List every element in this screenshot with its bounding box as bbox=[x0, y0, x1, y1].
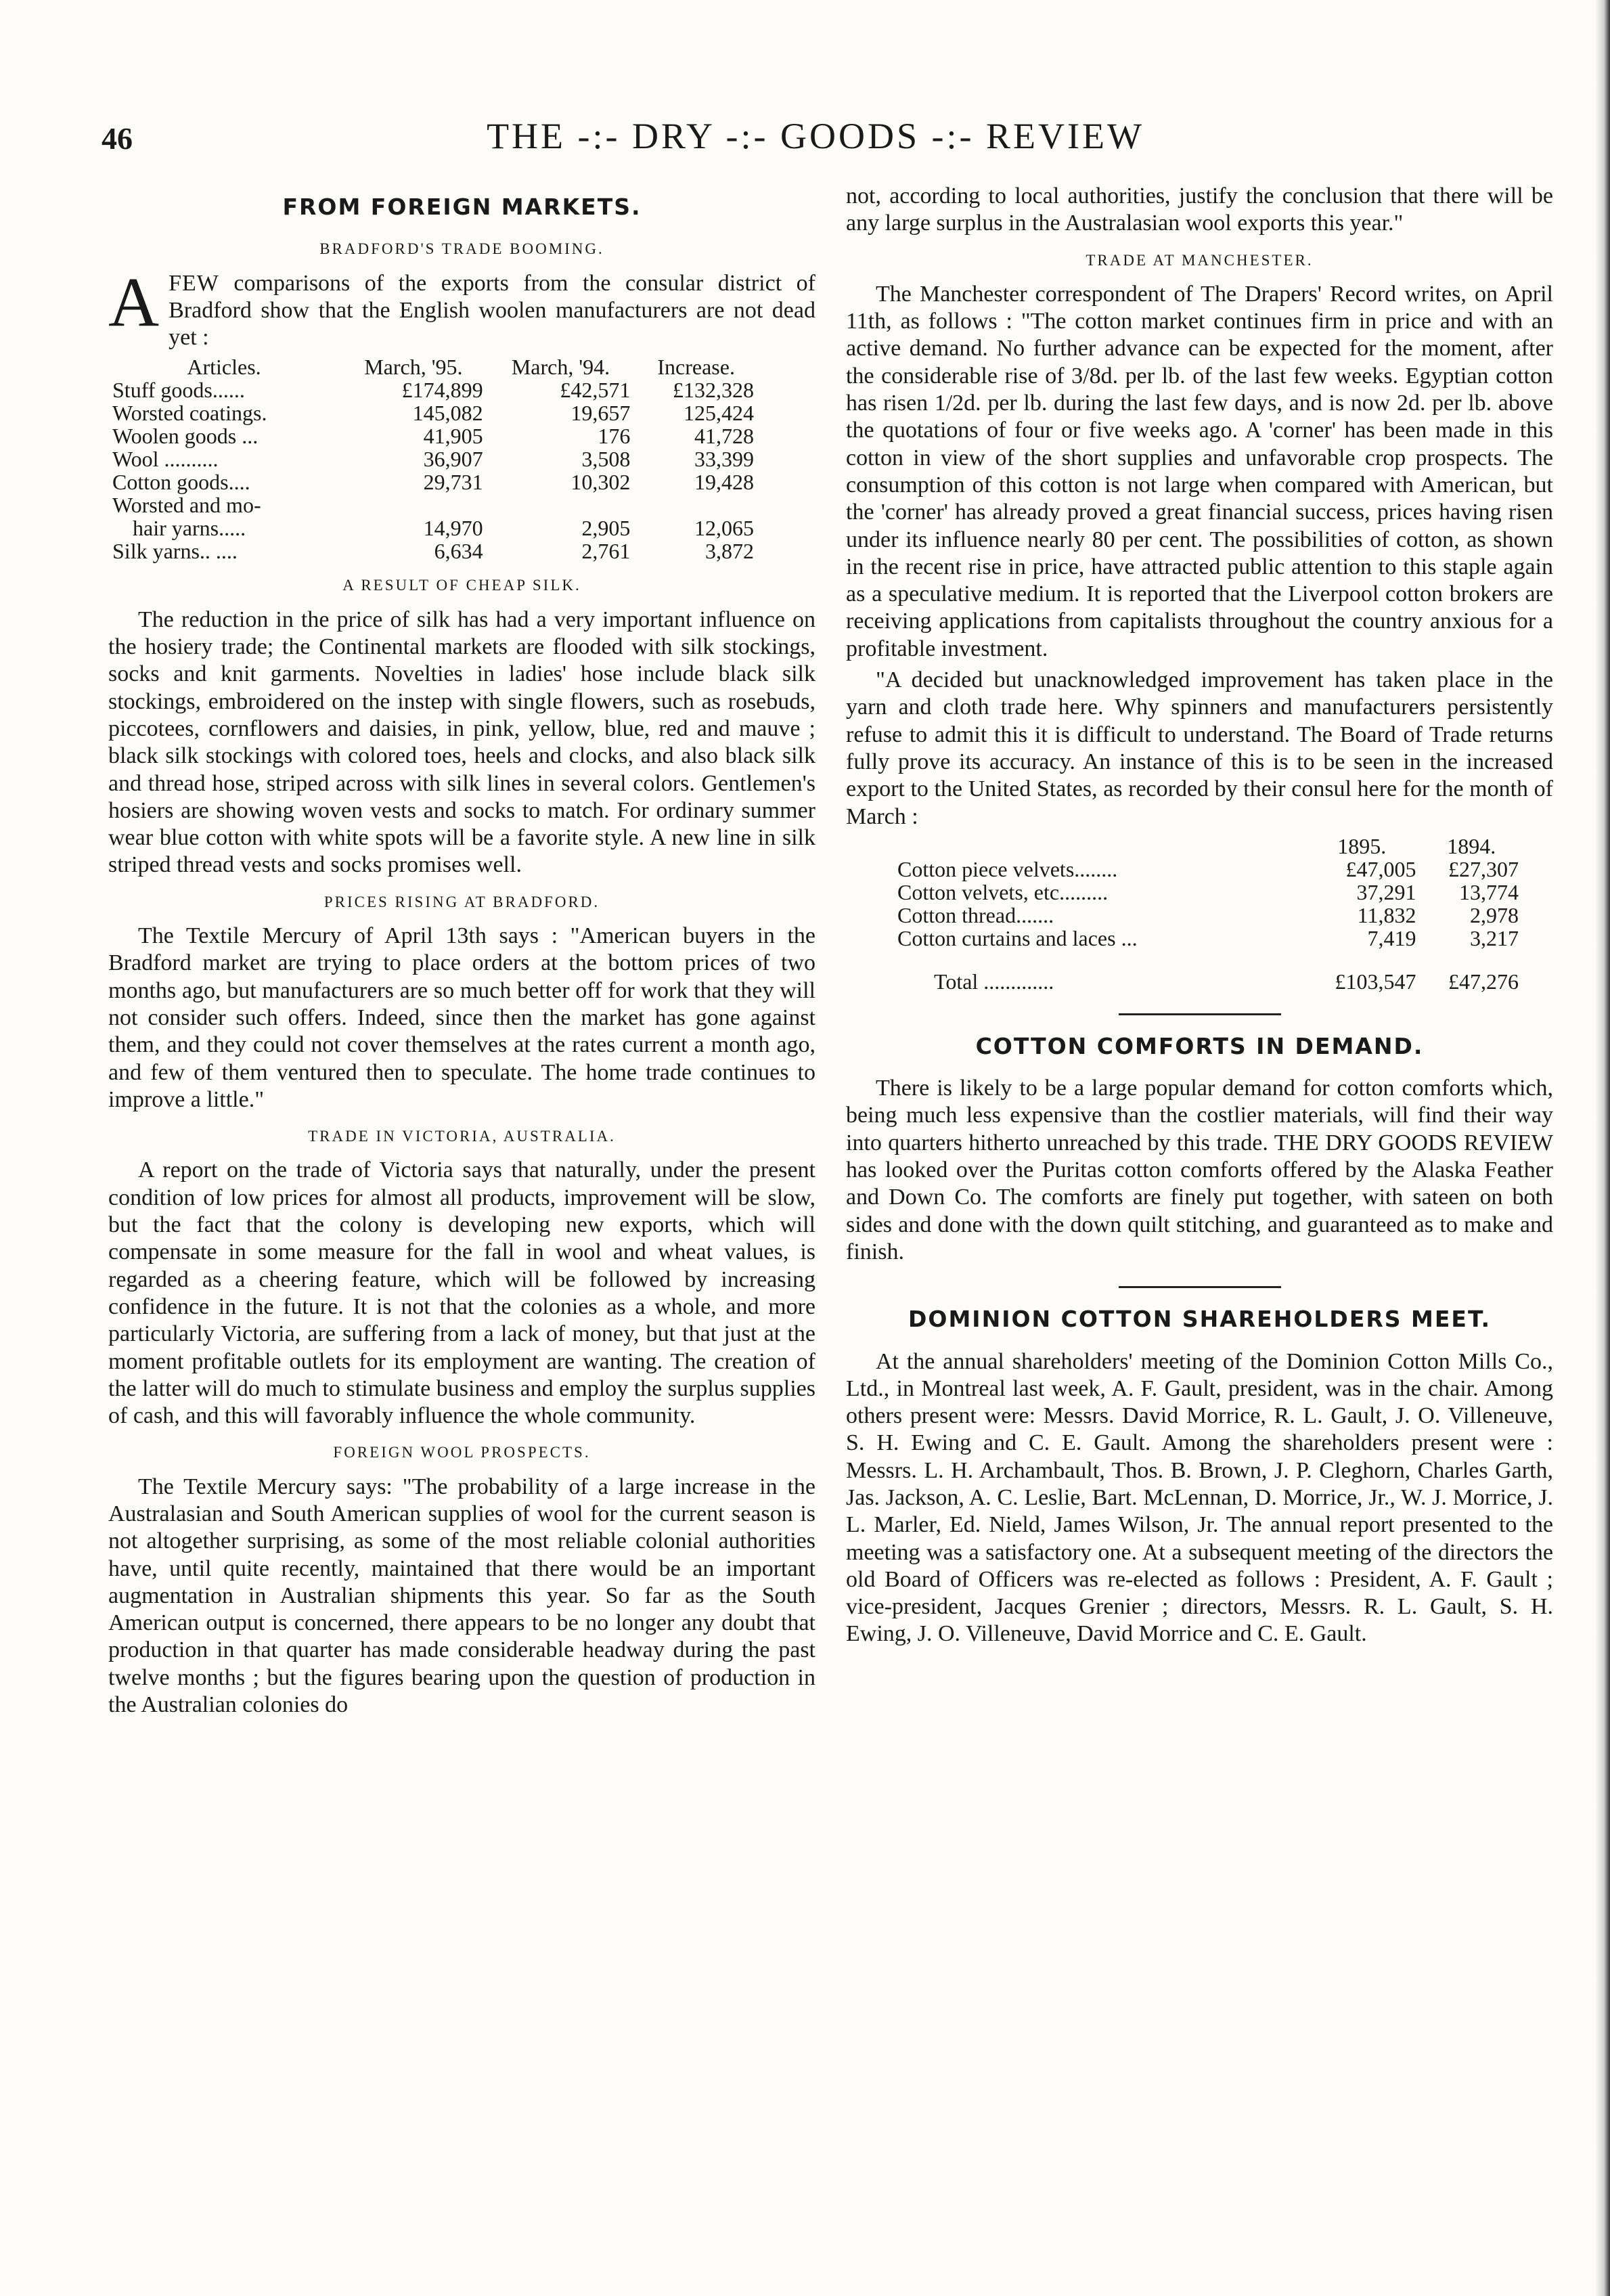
table-cell: 41,728 bbox=[694, 424, 754, 449]
table-cell: 2,905 bbox=[581, 516, 631, 541]
table-cell: Worsted coatings. bbox=[112, 401, 267, 426]
intro-text: comparisons of the exports from the consular district of Bradford show that the English woolen manufacturers are not dead yet : bbox=[169, 270, 815, 351]
table-cell: £132,328 bbox=[673, 378, 754, 403]
cotton-export-table bbox=[893, 835, 1523, 993]
paragraph-manchester-2: "A decided but unacknowledged improvement has taken place in the yarn and cloth trade here. Why spinners and manufacturers persistently refuse to admit this it is difficult to understand. The Board of Trade returns fully prove its accuracy. An instance of this is to be seen in the increased export to the United States, as recorded by their consul here for the month of March : bbox=[846, 667, 1553, 829]
paragraph-cotton-comforts: There is likely to be a large popular demand for cotton comforts which, being much less expensive than the costlier materials, will find their way into quarters hitherto unreached by this trade. THE DRY GOODS REVIEW has looked over the Puritas cotton comforts offered by the Alaska Feather and Down Co. The comforts are finely put together, with sateen on both sides and done with the down quilt stitching, and guaranteed as to make and finish. bbox=[846, 1076, 1553, 1264]
table-cell: £47,276 bbox=[1448, 969, 1519, 994]
table-row bbox=[893, 881, 1523, 904]
table-cell: 13,774 bbox=[1459, 879, 1519, 904]
left-column bbox=[108, 183, 815, 1723]
right-column bbox=[846, 183, 1553, 1652]
table-cell: 19,428 bbox=[694, 470, 754, 495]
page-title: THE -:- DRY -:- GOODS -:- REVIEW bbox=[487, 116, 1144, 156]
table-header-row bbox=[108, 355, 758, 378]
paragraph-victoria: A report on the trade of Victoria says that naturally, under the present condition of low prices for almost all products, improvement will be slow, but the fact that the colony is developing new exports, which will compensate in some measure for the fall in wool and wheat values, is regarded as a cheering feature, which will be followed by increasing confidence in the future. It is not that the colonies as a whole, and more particularly Victoria, are suffering from a lack of money, but that just at the moment profitable outlets for its employment are wanting. The creation of the latter will do much to stimulate business and employ the surplus supplies of cash, and this will favorably influence the whole community. bbox=[108, 1157, 815, 1429]
column-header: Increase. bbox=[657, 355, 735, 380]
column-header: Articles. bbox=[187, 355, 261, 380]
paragraph-manchester-1: The Manchester correspondent of The Drapers' Record writes, on April 11th, as follows : "The cotton market continues firm in price and with an active demand. No further advance can be expected for the moment, after the considerable rise of 3/8d. per lb. of the last few weeks. Egyptian cotton has risen 1/2d. per lb. during the last few days, and is now 2d. per lb. above the quotations of four or five weeks ago. A 'corner' has been made in this cotton in view of the short supplies and unfavorable crop prospects. The consumption of this cotton is not large when compared with American, but the 'corner' has already proved a great financial success, prices having risen under its influence nearly 80 per cent. The possibilities of cotton, as shown in the recent rise in price, have attracted public attention to this staple again as a speculative medium. It is reported that the Liverpool cotton brokers are receiving applications from capitalists throughout the country anxious for a profitable investment. bbox=[846, 281, 1553, 661]
exports-table bbox=[108, 355, 758, 562]
subheading-bradford-booming: BRADFORD'S TRADE BOOMING. bbox=[319, 240, 604, 258]
table-total-row bbox=[893, 950, 1523, 993]
table-row bbox=[108, 516, 758, 539]
section-divider bbox=[1119, 1013, 1281, 1015]
table-cell: 3,508 bbox=[581, 447, 631, 472]
table-cell: 6,634 bbox=[434, 539, 483, 564]
table-cell: Silk yarns.. .... bbox=[112, 539, 238, 564]
paragraph-cheap-silk: The reduction in the price of silk has had a very important influence on the hosiery trade; the Continental markets are flooded with silk stockings, socks and knit garments. Novelties in ladies' hose include black silk stockings, embroidered on the instep with single flowers, such as rosebuds, piccotees, cornflowers and daisies, in pink, yellow, blue, red and mauve ; black silk stockings with colored toes, heels and clocks, and also black silk and thread hose, striped across with silk lines in several colors. Gentlemen's hosiers are showing woven vests and socks to match. For ordinary summer wear blue cotton with white spots will be a favorite style. A new line in silk striped thread vests and socks promises well. bbox=[108, 606, 815, 878]
table-row bbox=[893, 858, 1523, 881]
table-cell: £27,307 bbox=[1448, 856, 1519, 881]
column-header bbox=[893, 835, 1303, 858]
paragraph-dominion-cotton: At the annual shareholders' meeting of the Dominion Cotton Mills Co., Ltd., in Montreal last week, A. F. Gault, president, was in the chair. Among others present were: Messrs. David Morrice, R. L. Gault, J. O. Villeneuve, S. H. Ewing and C. E. Gault. Among the shareholders present were : Messrs. L. H. Archambault, Thos. B. Brown, J. P. Cleghorn, Charles Garth, Jas. Jackson, A. C. Leslie, Bart. McLennan, D. Morrice, Jr., W. J. Morrice, J. L. Marler, Ed. Nield, James Wilson, Jr. The annual report presented to the meeting was a satisfactory one. At a subsequent meeting of the directors the old Board of Officers was re-elected as follows : President, A. F. Gault ; vice-president, Jacques Grenier ; directors, Messrs. R. L. Gault, S. H. Ewing, J. O. Villeneuve, David Morrice and C. E. Gault. bbox=[846, 1348, 1553, 1647]
table-cell: 176 bbox=[598, 424, 631, 449]
table-cell: Cotton goods.... bbox=[112, 470, 250, 495]
table-cell: £42,571 bbox=[560, 378, 631, 403]
subheading-cheap-silk: A RESULT OF CHEAP SILK. bbox=[342, 577, 581, 594]
drop-cap: A bbox=[108, 263, 160, 341]
table-row bbox=[108, 424, 758, 447]
column-header: 1895. bbox=[1337, 833, 1387, 858]
table-row bbox=[893, 904, 1523, 927]
table-cell: 10,302 bbox=[571, 470, 631, 495]
table-cell: Cotton thread....... bbox=[897, 902, 1054, 927]
table-row bbox=[108, 401, 758, 424]
column-header: March, '95. bbox=[364, 355, 463, 380]
table-cell: 145,082 bbox=[412, 401, 483, 426]
column-header: March, '94. bbox=[511, 355, 610, 380]
table-cell bbox=[340, 493, 487, 516]
table-cell: Cotton piece velvets........ bbox=[897, 856, 1118, 881]
table-cell: 3,872 bbox=[705, 539, 754, 564]
column-header: 1894. bbox=[1447, 833, 1496, 858]
section-heading-foreign-markets: FROM FOREIGN MARKETS. bbox=[282, 194, 642, 220]
table-cell: 125,424 bbox=[684, 401, 754, 426]
subheading-victoria: TRADE IN VICTORIA, AUSTRALIA. bbox=[308, 1128, 616, 1145]
page-header bbox=[102, 115, 1529, 169]
table-cell: Wool .......... bbox=[112, 447, 219, 472]
section-heading-dominion-cotton: DOMINION COTTON SHAREHOLDERS MEET. bbox=[908, 1306, 1491, 1333]
scan-edge bbox=[1595, 0, 1610, 2296]
table-cell: 2,761 bbox=[581, 539, 631, 564]
first-word: FEW bbox=[169, 270, 219, 296]
table-cell: 29,731 bbox=[423, 470, 483, 495]
table-cell: Total ............. bbox=[934, 969, 1054, 994]
table-row bbox=[108, 378, 758, 401]
subheading-manchester: TRADE AT MANCHESTER. bbox=[1086, 251, 1314, 269]
table-cell: 37,291 bbox=[1356, 879, 1416, 904]
table-cell: 19,657 bbox=[571, 401, 631, 426]
subheading-prices-rising: PRICES RISING AT BRADFORD. bbox=[323, 893, 600, 910]
table-cell: £47,005 bbox=[1345, 856, 1416, 881]
table-cell: £103,547 bbox=[1335, 969, 1416, 994]
table-cell: Woolen goods ... bbox=[112, 424, 259, 449]
table-header-row bbox=[893, 835, 1523, 858]
table-cell: Worsted and mo- bbox=[112, 493, 261, 518]
table-cell: Stuff goods...... bbox=[112, 378, 245, 403]
paragraph-bradford-intro bbox=[108, 263, 815, 352]
table-row bbox=[108, 539, 758, 562]
table-row bbox=[108, 493, 758, 516]
table-cell: Cotton velvets, etc......... bbox=[897, 879, 1109, 904]
paragraph-prices-rising: The Textile Mercury of April 13th says : "American buyers in the Bradford market are trying to place orders at the bottom prices of two months ago, but manufacturers are so much better off for work that they will not consider such offers. Indeed, since then the market has gone against them, and they could not cover themselves at the rates current a month ago, and few of them ventured then to speculate. The home trade continues to improve a little." bbox=[108, 923, 815, 1112]
table-row bbox=[108, 470, 758, 493]
paragraph-wool-prospects: The Textile Mercury says: "The probability of a large increase in the Australasian and South American supplies of wool for the current season is not altogether surprising, as some of the most reliable colonial authorities have, until quite recently, maintained that there would be an important augmentation in Australian shipments this year. So far as the South American output is concerned, there appears to be no longer any doubt that production in that quarter has made considerable headway during the past twelve months ; but the figures bearing upon the question of production in the Australian colonies do bbox=[108, 1474, 815, 1718]
table-cell: 41,905 bbox=[423, 424, 483, 449]
table-cell: Cotton curtains and laces ... bbox=[897, 925, 1138, 950]
section-heading-cotton-comforts: COTTON COMFORTS IN DEMAND. bbox=[975, 1032, 1424, 1059]
subheading-wool-prospects: FOREIGN WOOL PROSPECTS. bbox=[333, 1444, 591, 1461]
table-row bbox=[108, 447, 758, 470]
table-cell: 11,832 bbox=[1357, 902, 1416, 927]
table-cell: 3,217 bbox=[1470, 925, 1519, 950]
table-cell: 7,419 bbox=[1367, 925, 1416, 950]
table-cell bbox=[487, 493, 635, 516]
table-cell: £174,899 bbox=[401, 378, 483, 403]
table-cell: 14,970 bbox=[423, 516, 483, 541]
paragraph-wool-continued: not, according to local authorities, justify the conclusion that there will be any large surplus in the Australasian wool exports this year." bbox=[846, 183, 1553, 236]
page-number: 46 bbox=[102, 121, 133, 156]
table-cell: 2,978 bbox=[1470, 902, 1519, 927]
table-cell: 12,065 bbox=[694, 516, 754, 541]
table-cell: hair yarns..... bbox=[133, 516, 246, 541]
table-row bbox=[893, 927, 1523, 950]
table-cell: 36,907 bbox=[423, 447, 483, 472]
table-cell bbox=[634, 493, 758, 516]
table-cell: 33,399 bbox=[694, 447, 754, 472]
section-divider bbox=[1119, 1286, 1281, 1288]
